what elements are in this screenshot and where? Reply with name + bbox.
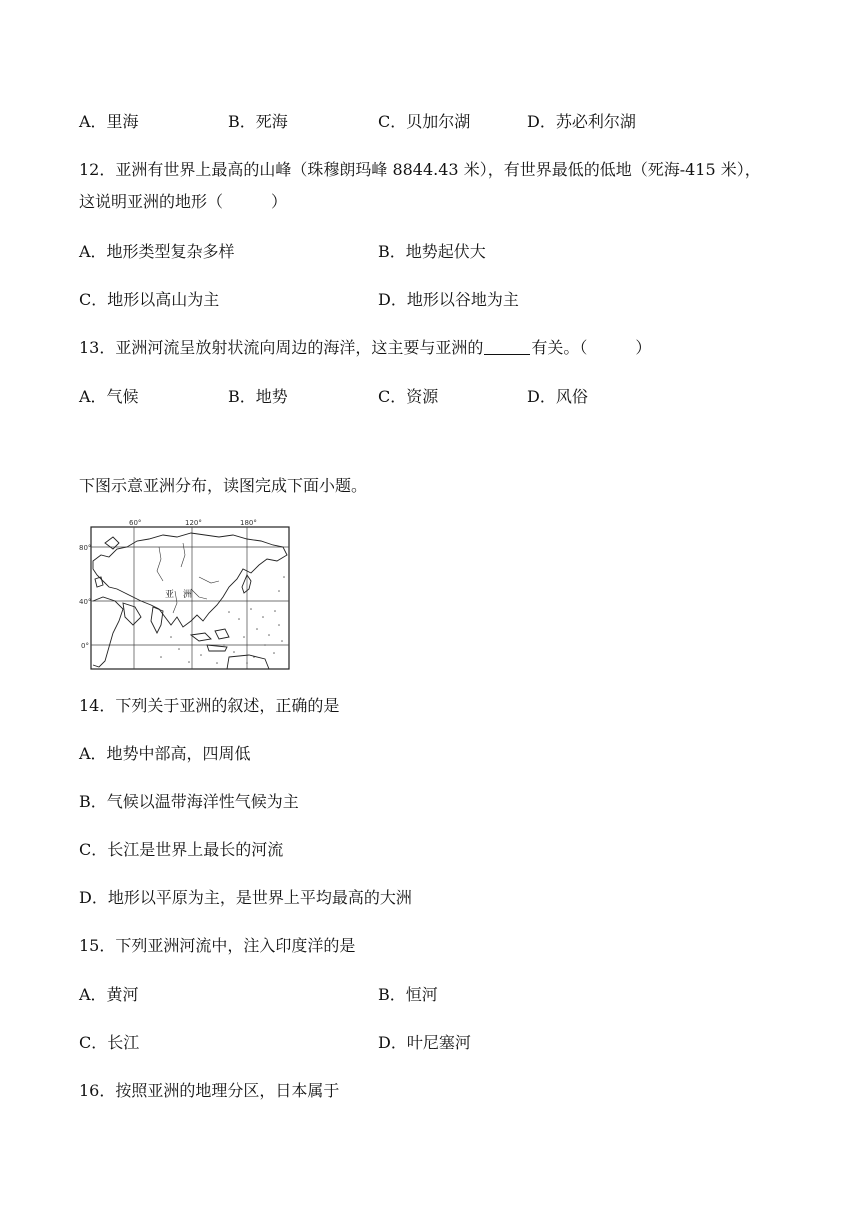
q12-option-b: B．地势起伏大 (378, 242, 486, 261)
q14-option-b: B．气候以温带海洋性气候为主 (79, 792, 299, 811)
map-region-label: 亚 洲 (165, 590, 193, 600)
q12-stem-line2: 这说明亚洲的地形（ ） (79, 192, 288, 211)
q14-option-d: D．地形以平原为主，是世界上平均最高的大洲 (79, 888, 412, 907)
q11-option-b: B．死海 (228, 112, 288, 131)
q13-option-b: B．地势 (228, 387, 288, 406)
map-left-label-40: 40° (79, 598, 92, 606)
q12-option-a: A．地形类型复杂多样 (79, 242, 235, 261)
q14-option-c: C．长江是世界上最长的河流 (79, 840, 284, 859)
q11-option-c: C．贝加尔湖 (378, 112, 471, 131)
q14-stem: 14．下列关于亚洲的叙述，正确的是 (79, 696, 340, 715)
q12-option-d: D．地形以谷地为主 (378, 290, 519, 309)
q15-stem: 15．下列亚洲河流中，注入印度洋的是 (79, 936, 356, 955)
map-left-label-0: 0° (81, 642, 89, 650)
q12-stem-line1: 12．亚洲有世界上最高的山峰（珠穆朗玛峰 8844.43 米），有世界最低的低地（死海-415 米）， (79, 160, 761, 179)
q13-stem-before: 13．亚洲河流呈放射状流向周边的海洋，这主要与亚洲的 (79, 338, 484, 357)
q13-stem-after: 有关。（ ） (531, 338, 652, 357)
q13-option-d: D．风俗 (527, 387, 588, 406)
q13-option-a: A．气候 (79, 387, 139, 406)
q11-option-d: D．苏必利尔湖 (527, 112, 636, 131)
q13-answer-blank (484, 338, 530, 355)
asia-map-svg (79, 517, 293, 673)
map-top-label-60: 60° (129, 519, 142, 527)
q15-option-b: B．恒河 (378, 985, 438, 1004)
q15-option-d: D．叶尼塞河 (378, 1033, 471, 1052)
map-intro: 下图示意亚洲分布，读图完成下面小题。 (79, 476, 368, 495)
map-top-label-120: 120° (185, 519, 202, 527)
asia-map (79, 517, 293, 673)
q13-option-c: C．资源 (378, 387, 439, 406)
q15-option-a: A．黄河 (79, 985, 139, 1004)
q15-option-c: C．长江 (79, 1033, 140, 1052)
map-top-label-180: 180° (240, 519, 257, 527)
q12-option-c: C．地形以高山为主 (79, 290, 220, 309)
q13-stem (79, 336, 651, 360)
map-left-label-80: 80° (79, 544, 92, 552)
q14-option-a: A．地势中部高，四周低 (79, 744, 251, 763)
q16-stem: 16．按照亚洲的地理分区，日本属于 (79, 1081, 340, 1100)
q11-option-a: A．里海 (79, 112, 139, 131)
